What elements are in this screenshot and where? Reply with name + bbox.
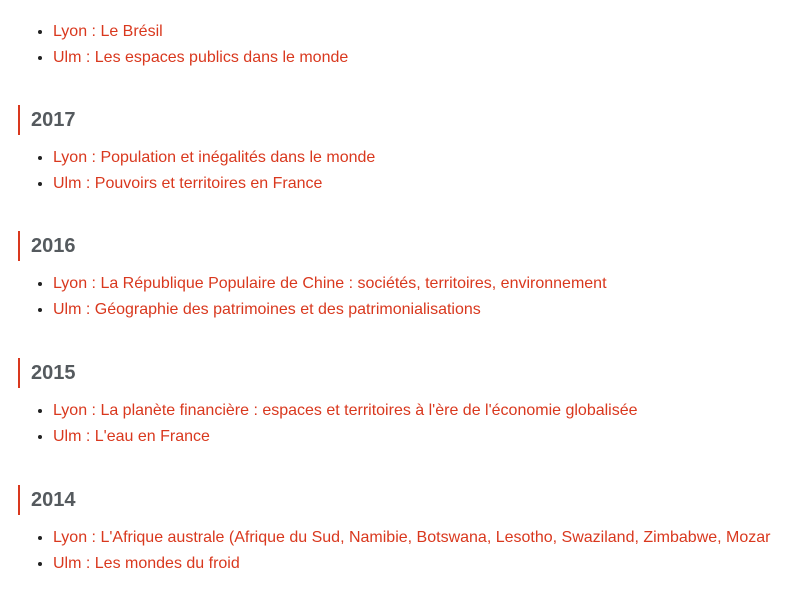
list-item — [53, 297, 607, 323]
list-item — [53, 19, 348, 45]
topic-link-lyon[interactable]: Lyon : Population et inégalités dans le monde — [53, 149, 376, 166]
topic-list — [0, 271, 607, 322]
topic-link-lyon[interactable]: Lyon : La planète financière : espaces et territoires à l'ère de l'économie globalisée — [53, 402, 638, 419]
topic-link-ulm[interactable]: Ulm : Les espaces publics dans le monde — [53, 48, 349, 66]
year-heading: 2016 — [18, 231, 607, 261]
year-heading: 2015 — [18, 358, 638, 388]
year-heading: 2017 — [18, 105, 375, 135]
list-item — [53, 525, 771, 551]
topic-link-ulm[interactable]: Ulm : L'eau en France — [53, 427, 210, 445]
year-section-2016 — [0, 231, 607, 322]
list-item — [53, 145, 375, 171]
year-section-2017 — [0, 105, 375, 196]
topic-list — [0, 145, 375, 196]
list-item — [53, 45, 348, 71]
previous-year-section — [0, 19, 348, 70]
topic-link-ulm[interactable]: Ulm : Les mondes du froid — [53, 554, 240, 572]
list-item — [53, 424, 638, 450]
topic-link-lyon[interactable]: Lyon : La République Populaire de Chine : sociétés, territoires, environnement — [53, 275, 607, 292]
year-section-2015 — [0, 358, 638, 449]
topic-link-lyon[interactable]: Lyon : L'Afrique australe (Afrique du Sud, Namibie, Botswana, Lesotho, Swaziland, Zimbabwe, Mozar — [53, 529, 771, 546]
year-section-2014 — [0, 485, 771, 576]
list-item — [53, 398, 638, 424]
topic-link-ulm[interactable]: Ulm : Pouvoirs et territoires en France — [53, 174, 323, 192]
topic-list — [0, 398, 638, 449]
topic-list — [0, 19, 348, 70]
topic-link-ulm[interactable]: Ulm : Géographie des patrimoines et des patrimonialisations — [53, 300, 481, 318]
topic-link-lyon[interactable]: Lyon : Le Brésil — [53, 23, 163, 40]
list-item — [53, 551, 771, 577]
list-item — [53, 171, 375, 197]
topic-list — [0, 525, 771, 576]
list-item — [53, 271, 607, 297]
year-heading: 2014 — [18, 485, 771, 515]
